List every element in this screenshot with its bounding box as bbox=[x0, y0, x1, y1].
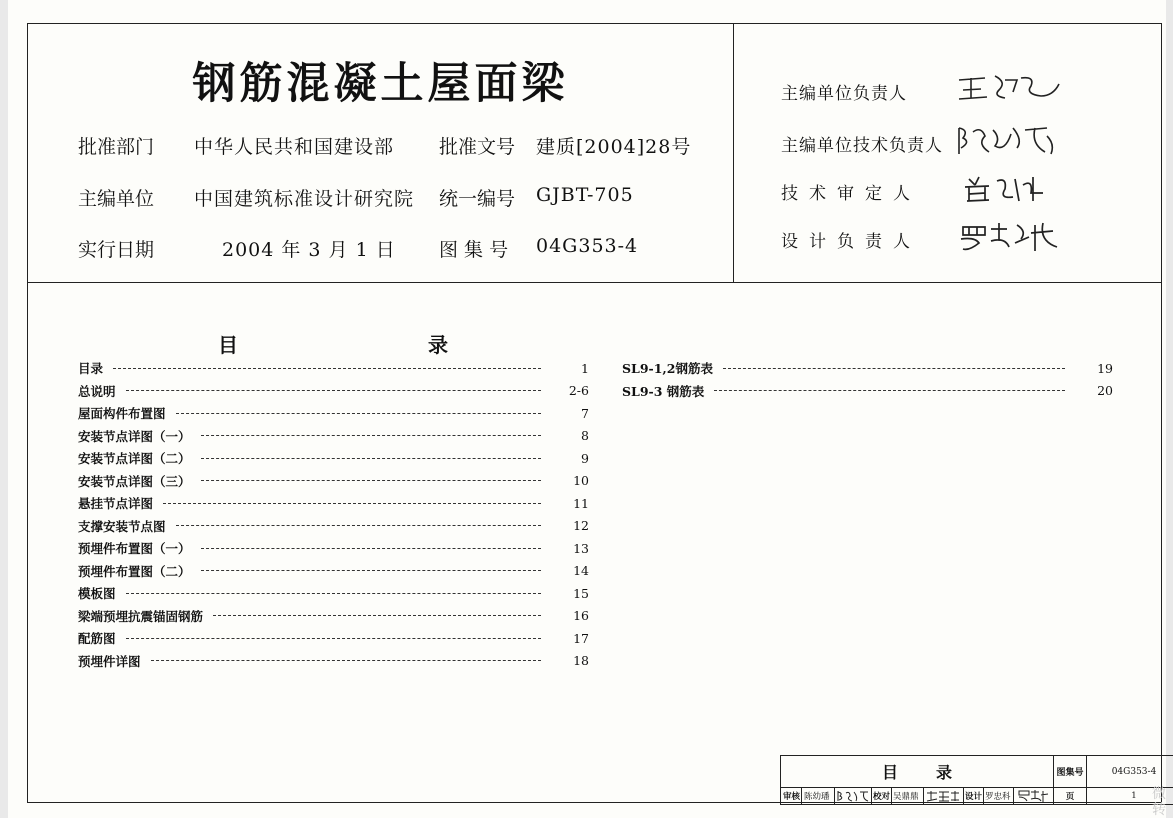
toc-entry-page: 11 bbox=[573, 495, 589, 511]
title-block-title-right: 录 bbox=[936, 763, 953, 782]
toc-leader-line bbox=[163, 503, 541, 504]
check-label: 校对 bbox=[873, 791, 891, 802]
atlas-number-value: 04G353-4 bbox=[536, 235, 639, 257]
toc-row bbox=[622, 381, 1113, 401]
toc-entry-label: 目录 bbox=[78, 361, 104, 376]
check-name: 吴鼎鼎 bbox=[893, 791, 919, 802]
toc-row bbox=[78, 358, 589, 378]
toc-entry-page: 2-6 bbox=[568, 383, 589, 398]
watermark-text: 微 转 bbox=[1152, 786, 1166, 818]
signature-3 bbox=[955, 171, 1065, 207]
drawing-frame bbox=[27, 23, 1162, 803]
editor-unit-label: 主编单位 bbox=[78, 188, 155, 210]
toc-row bbox=[78, 583, 589, 603]
approval-doc-value: 建质[2004]28号 bbox=[536, 136, 692, 158]
toc-leader-line bbox=[113, 368, 541, 369]
toc-row bbox=[78, 606, 589, 626]
toc-entry-label: 配筋图 bbox=[78, 631, 116, 646]
toc-row bbox=[622, 358, 1113, 378]
effective-date-label: 实行日期 bbox=[78, 239, 155, 261]
page-title: 钢筋混凝土屋面梁 bbox=[192, 59, 569, 109]
toc-title-left: 目 bbox=[218, 333, 238, 357]
page-value: 1 bbox=[1131, 790, 1137, 801]
toc-leader-line bbox=[176, 525, 541, 526]
toc-entry-label: 安装节点详图（二） bbox=[78, 451, 191, 466]
toc-row bbox=[78, 403, 589, 423]
title-block bbox=[780, 755, 1173, 805]
toc-entry-label: 预埋件布置图（一） bbox=[78, 541, 191, 556]
signature-2 bbox=[955, 122, 1065, 158]
toc-entry-page: 9 bbox=[581, 450, 589, 466]
toc-leader-line bbox=[201, 480, 541, 481]
approval-dept-value: 中华人民共和国建设部 bbox=[194, 136, 395, 158]
toc-leader-line bbox=[126, 593, 541, 594]
review-signature bbox=[836, 787, 872, 804]
toc-row bbox=[78, 651, 589, 671]
toc-title-right: 录 bbox=[428, 333, 448, 357]
toc-leader-line bbox=[201, 435, 541, 436]
toc-entry-page: 14 bbox=[573, 563, 589, 578]
approver-role-2: 主编单位技术负责人 bbox=[781, 136, 943, 156]
toc-leader-line bbox=[126, 390, 541, 391]
toc-leader-line bbox=[714, 390, 1065, 391]
toc-entry-label: 悬挂节点详图 bbox=[78, 496, 154, 511]
unified-number-label: 统一编号 bbox=[439, 188, 516, 210]
toc-entry-label: 支撑安装节点图 bbox=[78, 518, 166, 534]
header-divider bbox=[28, 282, 1161, 283]
atlas-number-label: 图 集 号 bbox=[439, 239, 509, 261]
approver-role-1: 主编单位负责人 bbox=[781, 84, 907, 104]
toc-row bbox=[78, 471, 589, 491]
toc-row bbox=[78, 516, 589, 536]
toc-leader-line bbox=[176, 413, 541, 414]
toc-entry-page: 19 bbox=[1097, 360, 1113, 376]
signature-4 bbox=[955, 219, 1065, 255]
toc-leader-line bbox=[151, 660, 541, 661]
toc-leader-line bbox=[201, 548, 541, 549]
review-label: 审核 bbox=[783, 791, 801, 802]
toc-row bbox=[78, 538, 589, 558]
toc-entry-page: 16 bbox=[573, 608, 589, 623]
header-vertical-divider bbox=[733, 24, 734, 282]
design-name: 罗忠科 bbox=[985, 791, 1011, 802]
toc-row bbox=[78, 628, 589, 648]
toc-entry-page: 20 bbox=[1097, 383, 1113, 398]
approval-dept-label: 批准部门 bbox=[78, 136, 155, 158]
toc-row bbox=[78, 381, 589, 401]
toc-entry-label: 预埋件布置图（二） bbox=[78, 563, 191, 579]
editor-unit-value: 中国建筑标准设计研究院 bbox=[194, 188, 415, 210]
design-signature bbox=[1017, 787, 1051, 804]
drawing-sheet bbox=[8, 0, 1166, 818]
toc-entry-label: 总说明 bbox=[78, 383, 116, 399]
title-block-title-left: 目 bbox=[881, 763, 898, 782]
approval-doc-label: 批准文号 bbox=[439, 136, 516, 158]
toc-entry-page: 10 bbox=[573, 473, 589, 488]
toc-entry-label: 预埋件详图 bbox=[78, 653, 141, 669]
toc-row bbox=[78, 448, 589, 468]
toc-row bbox=[78, 493, 589, 513]
check-signature bbox=[925, 787, 963, 804]
atlas-label: 图集号 bbox=[1056, 768, 1084, 778]
approver-role-4: 设计负责人 bbox=[781, 232, 921, 252]
effective-date-value: 2004 年 3 月 1 日 bbox=[222, 239, 396, 261]
toc-entry-page: 1 bbox=[581, 360, 589, 376]
signature-1 bbox=[955, 70, 1065, 106]
page-label: 页 bbox=[1065, 791, 1075, 802]
toc-leader-line bbox=[126, 638, 541, 639]
toc-entry-label: 安装节点详图（一） bbox=[78, 428, 191, 444]
approver-role-3: 技术审定人 bbox=[781, 184, 921, 204]
toc-leader-line bbox=[213, 615, 541, 616]
toc-entry-page: 15 bbox=[573, 585, 589, 601]
atlas-value: 04G353-4 bbox=[1111, 766, 1157, 777]
toc-entry-label: 屋面构件布置图 bbox=[78, 406, 166, 421]
toc-entry-page: 18 bbox=[573, 653, 589, 668]
toc-leader-line bbox=[201, 458, 541, 459]
title-block-title bbox=[781, 756, 1053, 787]
toc-entry-label: 模板图 bbox=[78, 586, 116, 601]
toc-entry-page: 13 bbox=[573, 540, 589, 556]
toc-entry-label: SL9-1,2钢筋表 bbox=[622, 361, 713, 376]
toc-entry-page: 17 bbox=[573, 630, 589, 646]
design-label: 设计 bbox=[965, 791, 983, 802]
toc-entry-label: 梁端预埋抗震锚固钢筋 bbox=[78, 608, 204, 624]
toc-entry-label: 安装节点详图（三） bbox=[78, 473, 191, 489]
toc-entry-page: 12 bbox=[573, 518, 589, 533]
unified-number-value: GJBT-705 bbox=[536, 184, 634, 206]
toc-leader-line bbox=[201, 570, 541, 571]
toc-row bbox=[78, 561, 589, 581]
review-name: 陈幼璠 bbox=[804, 791, 830, 802]
toc-entry-page: 7 bbox=[581, 405, 589, 421]
toc-leader-line bbox=[723, 368, 1065, 369]
toc-entry-page: 8 bbox=[581, 428, 589, 443]
toc-title bbox=[218, 329, 448, 358]
toc-row bbox=[78, 426, 589, 446]
toc-entry-label: SL9-3 钢筋表 bbox=[622, 383, 705, 399]
